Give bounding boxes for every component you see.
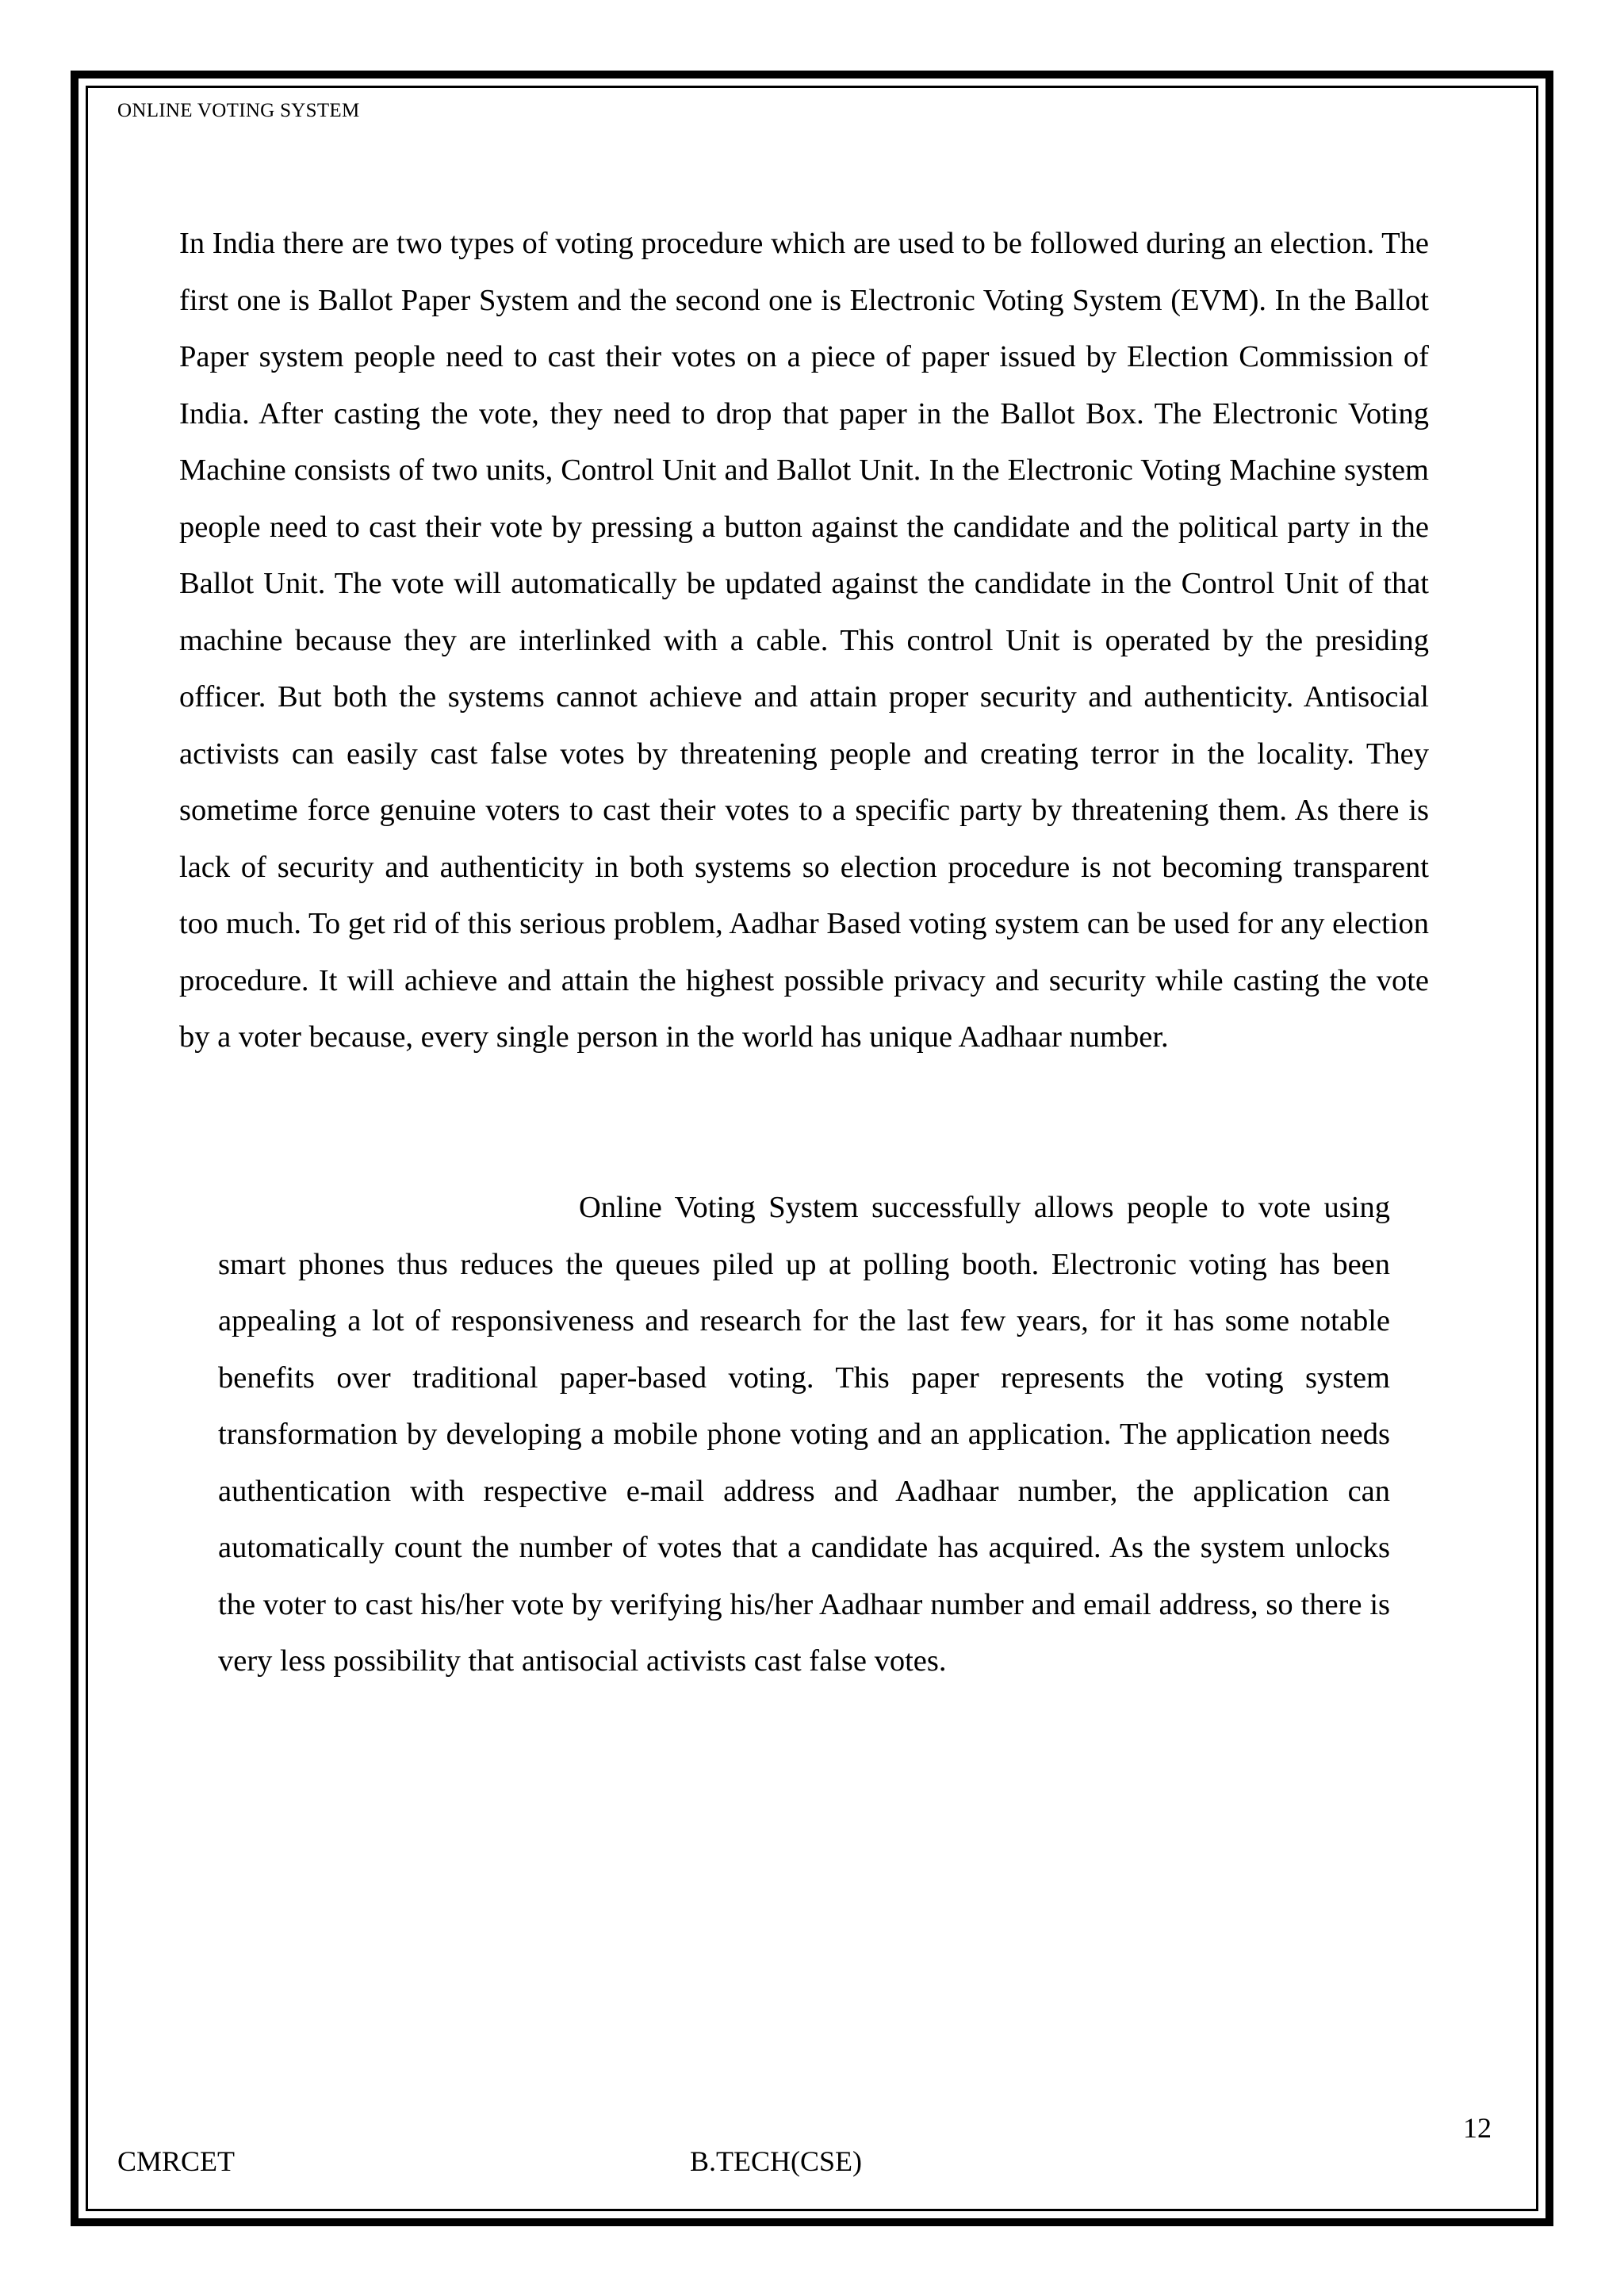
body-paragraph-2: Online Voting System successfully allows people to vote using smart phones thus reduces the queues piled up at polling booth. Electronic voting has been appealing a lot of responsiveness and research for the last few years, for it has some notable benefits over traditional paper-based voting. This paper represents the voting system transformation by developing a mobile phone voting and an application. The application needs authentication with respective e-mail address and Aadhaar number, the application can automatically count the number of votes that a candidate has acquired. As the system unlocks the voter to cast his/her vote by verifying his/her Aadhaar number and email address, so there is very less possibility that antisocial activists cast false votes. xyxy=(218,1191,1390,1678)
body-paragraph-1: In India there are two types of voting procedure which are used to be followed during an election. The first one is Ballot Paper System and the second one is Electronic Voting System (EVM). In the Ballot Paper system people need to cast their votes on a piece of paper issued by Election Commission of India. After casting the vote, they need to drop that paper in the Ballot Box. The Electronic Voting Machine consists of two units, Control Unit and Ballot Unit. In the Electronic Voting Machine system people need to cast their vote by pressing a button against the candidate and the political party in the Ballot Unit. The vote will automatically be updated against the candidate in the Control Unit of that machine because they are interlinked with a cable. This control Unit is operated by the presiding officer. But both the systems cannot achieve and attain proper security and authenticity. Antisocial activists can easily cast false votes by threatening people and creating terror in the locality. They sometime force genuine voters to cast their votes to a specific party by threatening them. As there is lack of security and authenticity in both systems so election procedure is not becoming transparent too much. To get rid of this serious problem, Aadhar Based voting system can be used for any election procedure. It will achieve and attain the highest possible privacy and security while casting the vote by a voter because, every single person in the world has unique Aadhaar number. xyxy=(179,227,1429,1054)
running-header: ONLINE VOTING SYSTEM xyxy=(117,100,360,121)
footer-program: B.TECH(CSE) xyxy=(690,2145,863,2177)
footer-institution: CMRCET xyxy=(117,2145,236,2177)
page-number: 12 xyxy=(1463,2112,1492,2144)
